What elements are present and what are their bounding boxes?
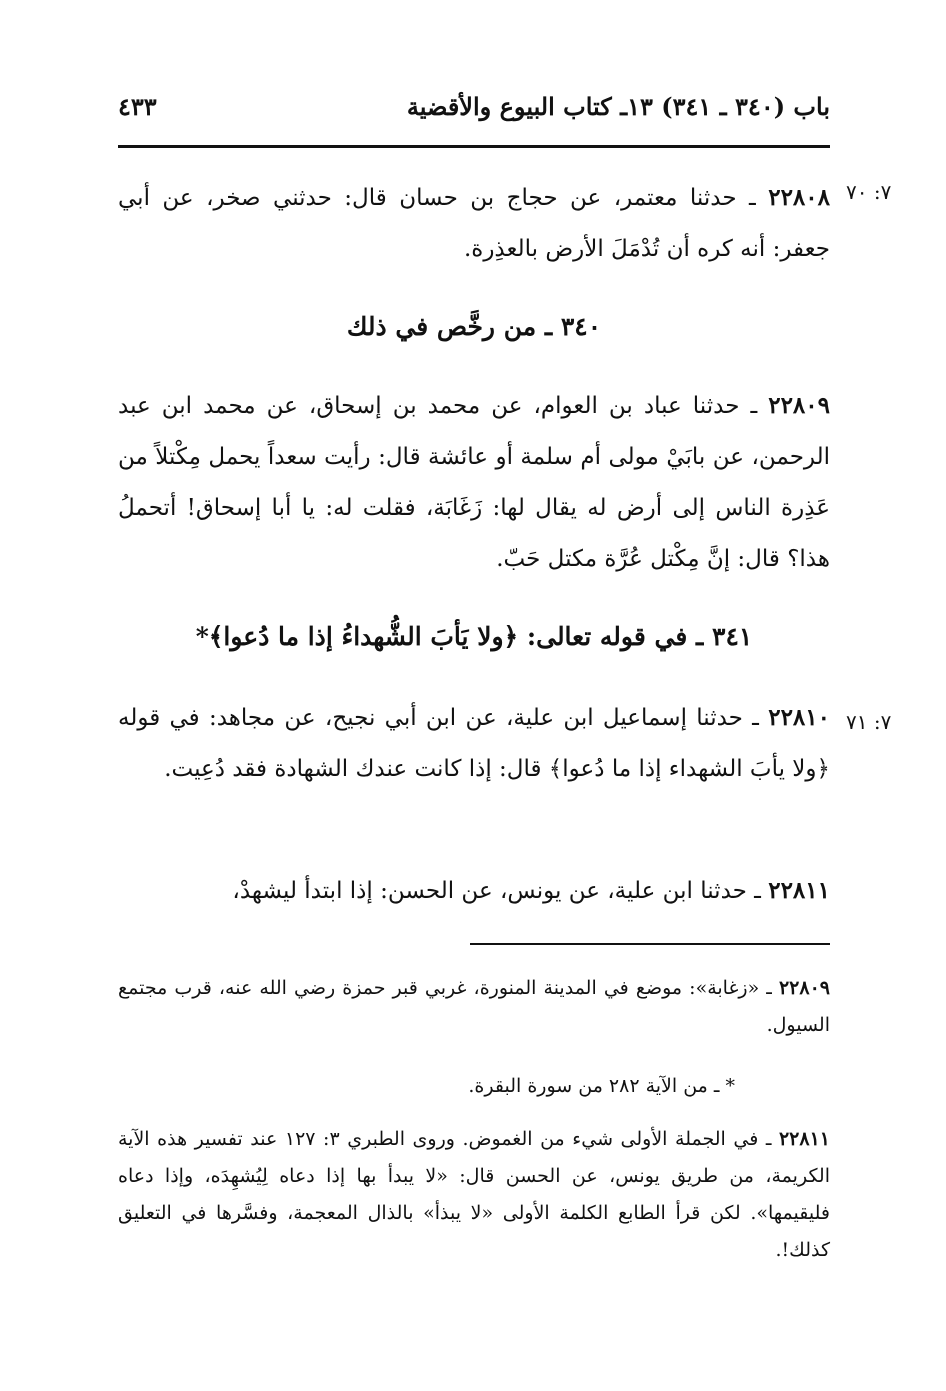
- running-header: [118, 92, 830, 132]
- footnote-number: ٢٢٨٠٩: [778, 977, 830, 999]
- margin-reference-2: ٧: ٧١: [846, 710, 892, 734]
- footnote-22811: [118, 1121, 830, 1269]
- hadith-22808: [118, 172, 830, 275]
- header-divider: [118, 145, 830, 148]
- hadith-number: ٢٢٨١١: [768, 877, 830, 904]
- chapter-heading-340: ٣٤٠ ـ من رخَّص في ذلك: [346, 312, 602, 341]
- footnote-star: * ـ من الآية ٢٨٢ من سورة البقرة.: [468, 1075, 735, 1097]
- hadith-22809: [118, 380, 830, 585]
- hadith-number: ٢٢٨٠٩: [768, 392, 830, 419]
- footnote-divider: [470, 943, 830, 945]
- footnote-22809: [118, 970, 830, 1044]
- hadith-number: ٢٢٨١٠: [768, 704, 830, 731]
- hadith-text: ـ حدثنا عباد بن العوام، عن محمد بن إسحاق، عن محمد ابن عبد الرحمن، عن بابَيْ مولى أم سلمة أو عائشة قال: رأيت سعداً يحمل مِكْتلاً من عَذِرة الناس إلى أرض له يقال لها: زَغَابَة، فقلت له: يا أبا إسحاق! أتحملُ هذا؟ قال: إنَّ مِكْتل عُرَّة مكتل حَبّ.: [118, 393, 830, 572]
- footnote-text: ـ «زغابة»: موضع في المدينة المنورة، غربي قبر حمزة رضي الله عنه، قرب مجتمع السيول.: [118, 977, 830, 1036]
- chapter-heading-341: ٣٤١ ـ في قوله تعالى: ﴿ولا يَأبَ الشُّهداءُ إذا ما دُعوا﴾*: [195, 622, 753, 651]
- footnote-number: ٢٢٨١١: [778, 1128, 830, 1150]
- hadith-22810: [118, 692, 830, 795]
- hadith-text: ـ حدثنا معتمر، عن حجاج بن حسان قال: حدثني صخر، عن أبي جعفر: أنه كره أن تُدْمَلَ الأرض بالعذِرة.: [118, 185, 830, 262]
- chapter-title: باب (٣٤٠ ـ ٣٤١) ١٣ـ كتاب البيوع والأقضية: [406, 92, 830, 121]
- hadith-text: ـ حدثنا إسماعيل ابن علية، عن ابن أبي نجيح، عن مجاهد: في قوله ﴿ولا يأبَ الشهداء إذا ما دُعوا﴾ قال: إذا كانت عندك الشهادة فقد دُعِيت.: [118, 705, 830, 782]
- page-number: ٤٣٣: [118, 92, 157, 121]
- hadith-22811: [118, 865, 830, 917]
- margin-reference-1: ٧: ٧٠: [846, 180, 892, 204]
- hadith-text: ـ حدثنا ابن علية، عن يونس، عن الحسن: إذا ابتدأ ليشهدْ،: [232, 878, 769, 904]
- footnote-text: ـ في الجملة الأولى شيء من الغموض. وروى الطبري ٣: ١٢٧ عند تفسير هذه الآية الكريمة، من طريق يونس، عن الحسن قال: «لا يبدأ بها إذا دعاه لِيُشهِدَه، وإذا دعاه فليقيمها». لكن قرأ الطابع الكلمة الأولى «لا يبذأ» بالذال المعجمة، وفسَّرها في التعليق كذلك!.: [118, 1128, 830, 1261]
- hadith-number: ٢٢٨٠٨: [768, 184, 830, 211]
